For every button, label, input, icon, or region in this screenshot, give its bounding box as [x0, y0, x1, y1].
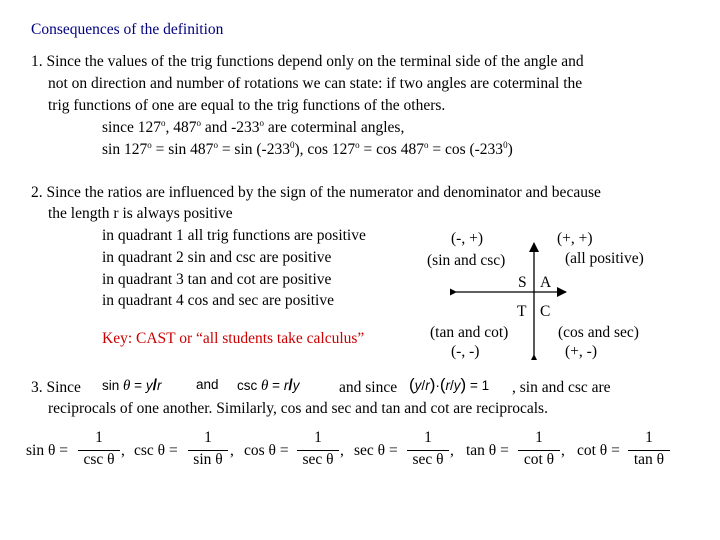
- q3-sign: (-, -): [451, 343, 480, 360]
- q2-sign: (-, +): [451, 230, 483, 247]
- identity-sec-fraction: 1 sec θ: [407, 429, 449, 471]
- identity-csc-fraction: 1 sin θ: [188, 429, 228, 471]
- quadrant-2-rule: in quadrant 2 sin and csc are positive: [102, 249, 332, 266]
- q1-sign: (+, +): [557, 230, 593, 247]
- letter-t: T: [517, 303, 527, 320]
- letter-c: C: [540, 303, 551, 320]
- item3-line2: reciprocals of one another. Similarly, cos and sec and tan and cot are reciprocals.: [48, 400, 548, 417]
- q2-funcs: (sin and csc): [427, 252, 506, 269]
- item1-line1: 1. Since the values of the trig functions depend only on the terminal side of the angle and: [31, 53, 584, 70]
- quadrant-1-rule: in quadrant 1 all trig functions are positive: [102, 227, 366, 244]
- identity-cot-lhs: cot θ =: [577, 442, 620, 459]
- cast-key: Key: CAST or “all students take calculus”: [102, 330, 365, 347]
- q3-funcs: (tan and cot): [430, 324, 509, 341]
- letter-a: A: [540, 274, 552, 291]
- identity-cos-fraction: 1 sec θ: [297, 429, 339, 471]
- csc-definition: csc θ = r/y: [237, 377, 300, 394]
- identity-tan-fraction: 1 cot θ: [518, 429, 560, 471]
- identity-sec-lhs: sec θ =: [354, 442, 398, 459]
- item1-line3: trig functions of one are equal to the trig functions of the others.: [48, 97, 446, 114]
- quadrant-3-rule: in quadrant 3 tan and cot are positive: [102, 271, 332, 288]
- identity-sin-lhs: sin θ =: [26, 442, 69, 459]
- identity-tan-lhs: tan θ =: [466, 442, 509, 459]
- item1-example1: since 127$^o$, 487$^o$ and -233$^o$ are coterminal angles,: [102, 118, 405, 136]
- q4-sign: (+, -): [565, 343, 597, 360]
- identity-cot-fraction: 1 tan θ: [628, 429, 670, 471]
- item3-after: , sin and csc are: [512, 379, 611, 396]
- identity-csc-lhs: csc θ =: [134, 442, 178, 459]
- item2-line2: the length r is always positive: [48, 205, 233, 222]
- q1-funcs: (all positive): [565, 250, 644, 267]
- identity-sin-fraction: 1 csc θ: [78, 429, 120, 471]
- item3-lead: 3. Since: [31, 379, 81, 396]
- and-since: and since: [339, 379, 398, 396]
- sin-definition: sin θ = y/r: [102, 377, 162, 394]
- identity-cos-lhs: cos θ =: [244, 442, 289, 459]
- q4-funcs: (cos and sec): [558, 324, 639, 341]
- and-word-1: and: [196, 377, 219, 392]
- item1-example2: $\sin 127^o = \sin 487^o = \sin (-233^0)$, $\cos 127^o = \cos 487^o = \cos (-233^0)$: [102, 140, 513, 158]
- product-identity: (y/r)·(r/y) = 1: [409, 375, 490, 394]
- page-title: Consequences of the definition: [31, 21, 224, 38]
- item2-line1: 2. Since the ratios are influenced by the sign of the numerator and denominator and because: [31, 184, 601, 201]
- item1-line2: not on direction and number of rotations we can state: if two angles are coterminal the: [48, 75, 583, 92]
- quadrant-4-rule: in quadrant 4 cos and sec are positive: [102, 292, 334, 309]
- letter-s: S: [518, 274, 527, 291]
